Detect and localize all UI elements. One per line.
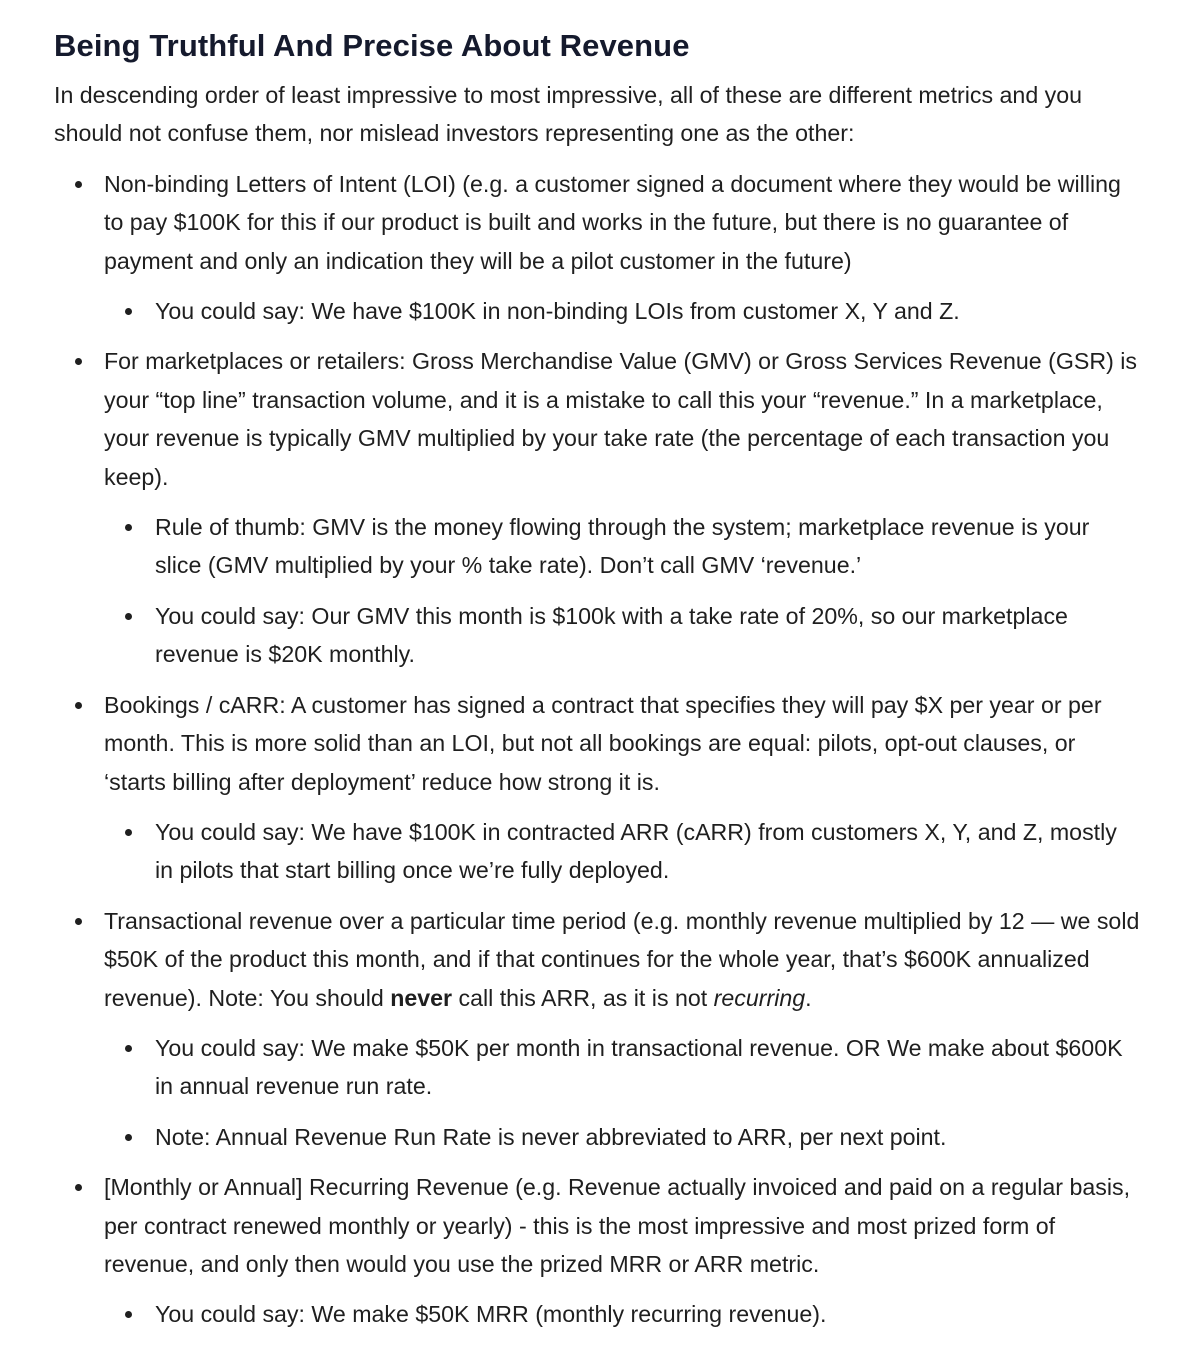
sub-list-item: You could say: We make $50K MRR (monthly recurring revenue). [104,1295,1140,1333]
sub-list-item: You could say: We make $50K per month in transactional revenue. OR We make about $600K in annual revenue run rate. [104,1029,1140,1106]
sub-list [104,292,1140,330]
list-item-text: Non-binding Letters of Intent (LOI) (e.g. a customer signed a document where they would be willing to pay $100K for this if our product is built and works in the future, but there is no guarantee of payment and only an indication they will be a pilot customer in the future) [104,170,1121,274]
text-part: call this ARR, as it is not [452,984,714,1011]
intro-paragraph: In descending order of least impressive to most impressive, all of these are different metrics and you should not confuse them, nor mislead investors representing one as the other: [54,82,1083,147]
list-item-text: [Monthly or Annual] Recurring Revenue (e.g. Revenue actually invoiced and paid on a regular basis, per contract renewed monthly or yearly) - this is the most impressive and most prized form of revenue, and only then would you use the prized MRR or ARR metric. [104,1174,1131,1277]
list-item-transactional [54,902,1140,1156]
list-item-bookings [54,686,1140,890]
sub-list [104,1295,1140,1333]
sub-list-item: Rule of thumb: GMV is the money flowing through the system; marketplace revenue is your slice (GMV multiplied by your % take rate). Don’t call GMV ‘revenue.’ [104,508,1140,585]
page-title: Being Truthful And Precise About Revenue [54,28,690,63]
emphasis-italic: recurring [713,984,806,1011]
sub-list [104,1029,1140,1156]
list-item-text [104,908,1139,1011]
sub-list [104,508,1140,674]
text-part: . [805,984,812,1011]
text-part: Transactional revenue over a particular time period (e.g. monthly revenue multiplied by 12 — we sold $50K of the product this month, and if that continues for the whole year, that’s $600K annualized revenue). Note: You should [104,907,1140,1011]
sub-list-item: You could say: We have $100K in non-binding LOIs from customer X, Y and Z. [104,292,1140,330]
list-item-gmv [54,342,1140,673]
sub-list-item: You could say: We have $100K in contracted ARR (cARR) from customers X, Y, and Z, mostly in pilots that start billing once we’re fully deployed. [104,813,1140,890]
list-item-recurring [54,1168,1140,1334]
metrics-list [54,165,1140,1334]
sub-list [104,813,1140,890]
sub-list-item: Note: Annual Revenue Run Rate is never abbreviated to ARR, per next point. [104,1118,1140,1156]
emphasis-bold: never [390,984,453,1011]
list-item-text: For marketplaces or retailers: Gross Merchandise Value (GMV) or Gross Services Revenue (GSR) is your “top line” transaction volume, and it is a mistake to call this your “revenue.” In a marketplace, your revenue is typically GMV multiplied by your take rate (the percentage of each transaction you keep). [104,348,1138,490]
list-item-text: Bookings / cARR: A customer has signed a contract that specifies they will pay $X per year or per month. This is more solid than an LOI, but not all bookings are equal: pilots, opt-out clauses, or ‘starts billing after deployment’ reduce how strong it is. [104,691,1102,795]
sub-list-item: You could say: Our GMV this month is $100k with a take rate of 20%, so our marketplace revenue is $20K monthly. [104,597,1140,674]
list-item-loi [54,165,1140,331]
